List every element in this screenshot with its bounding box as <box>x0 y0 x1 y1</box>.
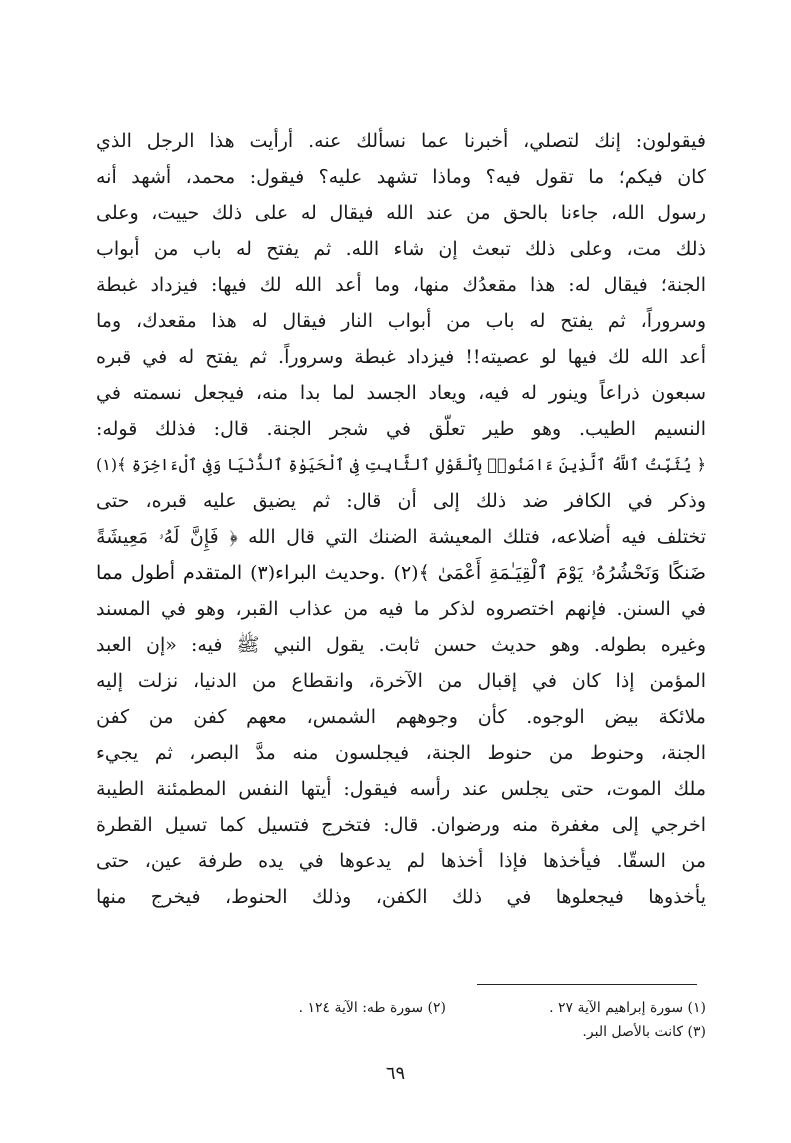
text-line: وذكر في الكافر ضد ذلك إلى أن قال: ثم يضيق عليه قبره، حتى <box>96 490 706 512</box>
text-line: يأخذوها فيجعلوها في ذلك الكفن، وذلك الحنوط، فيخرج منها <box>96 886 706 908</box>
text-line: الجنة، وحنوط من حنوط الجنة، فيجلسون منه مدَّ البصر، ثم يجيء <box>96 742 706 764</box>
footnotes <box>96 996 706 1044</box>
quran-verse-line: ضَنكًا وَنَحْشُرُهُۥ يَوْمَ ٱلْقِيَـٰمَةِ أَعْمَىٰ ﴾(٢) .وحديث البراء(٣) المتقدم أطول مما <box>96 562 706 584</box>
text-line: ملائكة بيض الوجوه. كأن وجوههم الشمس، معهم كفن من كفن <box>96 706 706 728</box>
footnote-row <box>96 1020 706 1044</box>
text-line: الجنة؛ فيقال له: هذا مقعدُك منها، وما أعد الله لك فيها: فيزداد غبطة <box>96 274 706 296</box>
footnote-1: (١) سورة إبراهيم الآية ٢٧ . <box>549 1000 706 1016</box>
quran-verse-line: ﴿ يُثَبِّتُ ٱللَّهُ ٱلَّذِينَ ءَامَنُوا۟ بِٱلْقَوْلِ ٱلثَّابِتِ فِى ٱلْحَيَوٰةِ ٱلدُّنْيَا وَفِى ٱلْءَاخِرَةِ ﴾(١) <box>96 455 706 474</box>
text-line: من السقّا. فيأخذها فإذا أخذها لم يدعوها في يده طرفة عين، حتى <box>96 850 706 872</box>
text-line: ملك الموت، حتى يجلس عند رأسه فيقول: أيتها النفس المطمئنة الطيبة <box>96 778 706 800</box>
text-line: أعد الله لك فيها لو عصيته!! فيزداد غبطة وسروراً. ثم يفتح له في قبره <box>96 346 706 368</box>
text-line: وسروراً، ثم يفتح له باب من أبواب النار فيقال له هذا مقعدك، وما <box>96 310 706 332</box>
footnote-2: (٢) سورة طه: الآية ١٢٤ . <box>298 1000 446 1016</box>
text-line: رسول الله، جاءنا بالحق من عند الله فيقال له على ذلك حييت، وعلى <box>96 202 706 224</box>
text-line: تختلف فيه أضلاعه، فتلك المعيشة الضنك التي قال الله ﴿ فَإِنَّ لَهُۥ مَعِيشَةً <box>96 526 706 548</box>
text-line: المؤمن إذا كان في إقبال من الآخرة، وانقطاع من الدنيا، نزلت إليه <box>96 670 706 692</box>
text-line: في السنن. فإنهم اختصروه لذكر ما فيه من عذاب القبر، وهو في المسند <box>96 598 706 620</box>
main-text-block <box>96 123 706 915</box>
text-line: كان فيكم؛ ما تقول فيه؟ وماذا تشهد عليه؟ فيقول: محمد، أشهد أنه <box>96 166 706 188</box>
footnote-row <box>96 996 706 1020</box>
text-line: فيقولون: إنك لتصلي، أخبرنا عما نسألك عنه. أرأيت هذا الرجل الذي <box>96 130 706 152</box>
text-line: اخرجي إلى مغفرة منه ورضوان. قال: فتخرج فتسيل كما تسيل القطرة <box>96 814 706 836</box>
text-line: سبعون ذراعاً وينور له فيه، ويعاد الجسد لما بدا منه، فيجعل نسمته في <box>96 382 706 404</box>
page-number: ٦٩ <box>385 1063 406 1084</box>
footnote-3: (٣) كانت بالأصل البر. <box>582 1024 706 1040</box>
text-line: وغيره بطوله. وهو حديث حسن ثابت. يقول النبي ﷺ فيه: «إن العبد <box>96 634 706 656</box>
footnote-divider <box>477 984 697 985</box>
text-line: ذلك مت، وعلى ذلك تبعث إن شاء الله. ثم يفتح له باب من أبواب <box>96 238 706 260</box>
text-line: النسيم الطيب. وهو طير تعلّق في شجر الجنة. قال: فذلك قوله: <box>96 418 706 440</box>
